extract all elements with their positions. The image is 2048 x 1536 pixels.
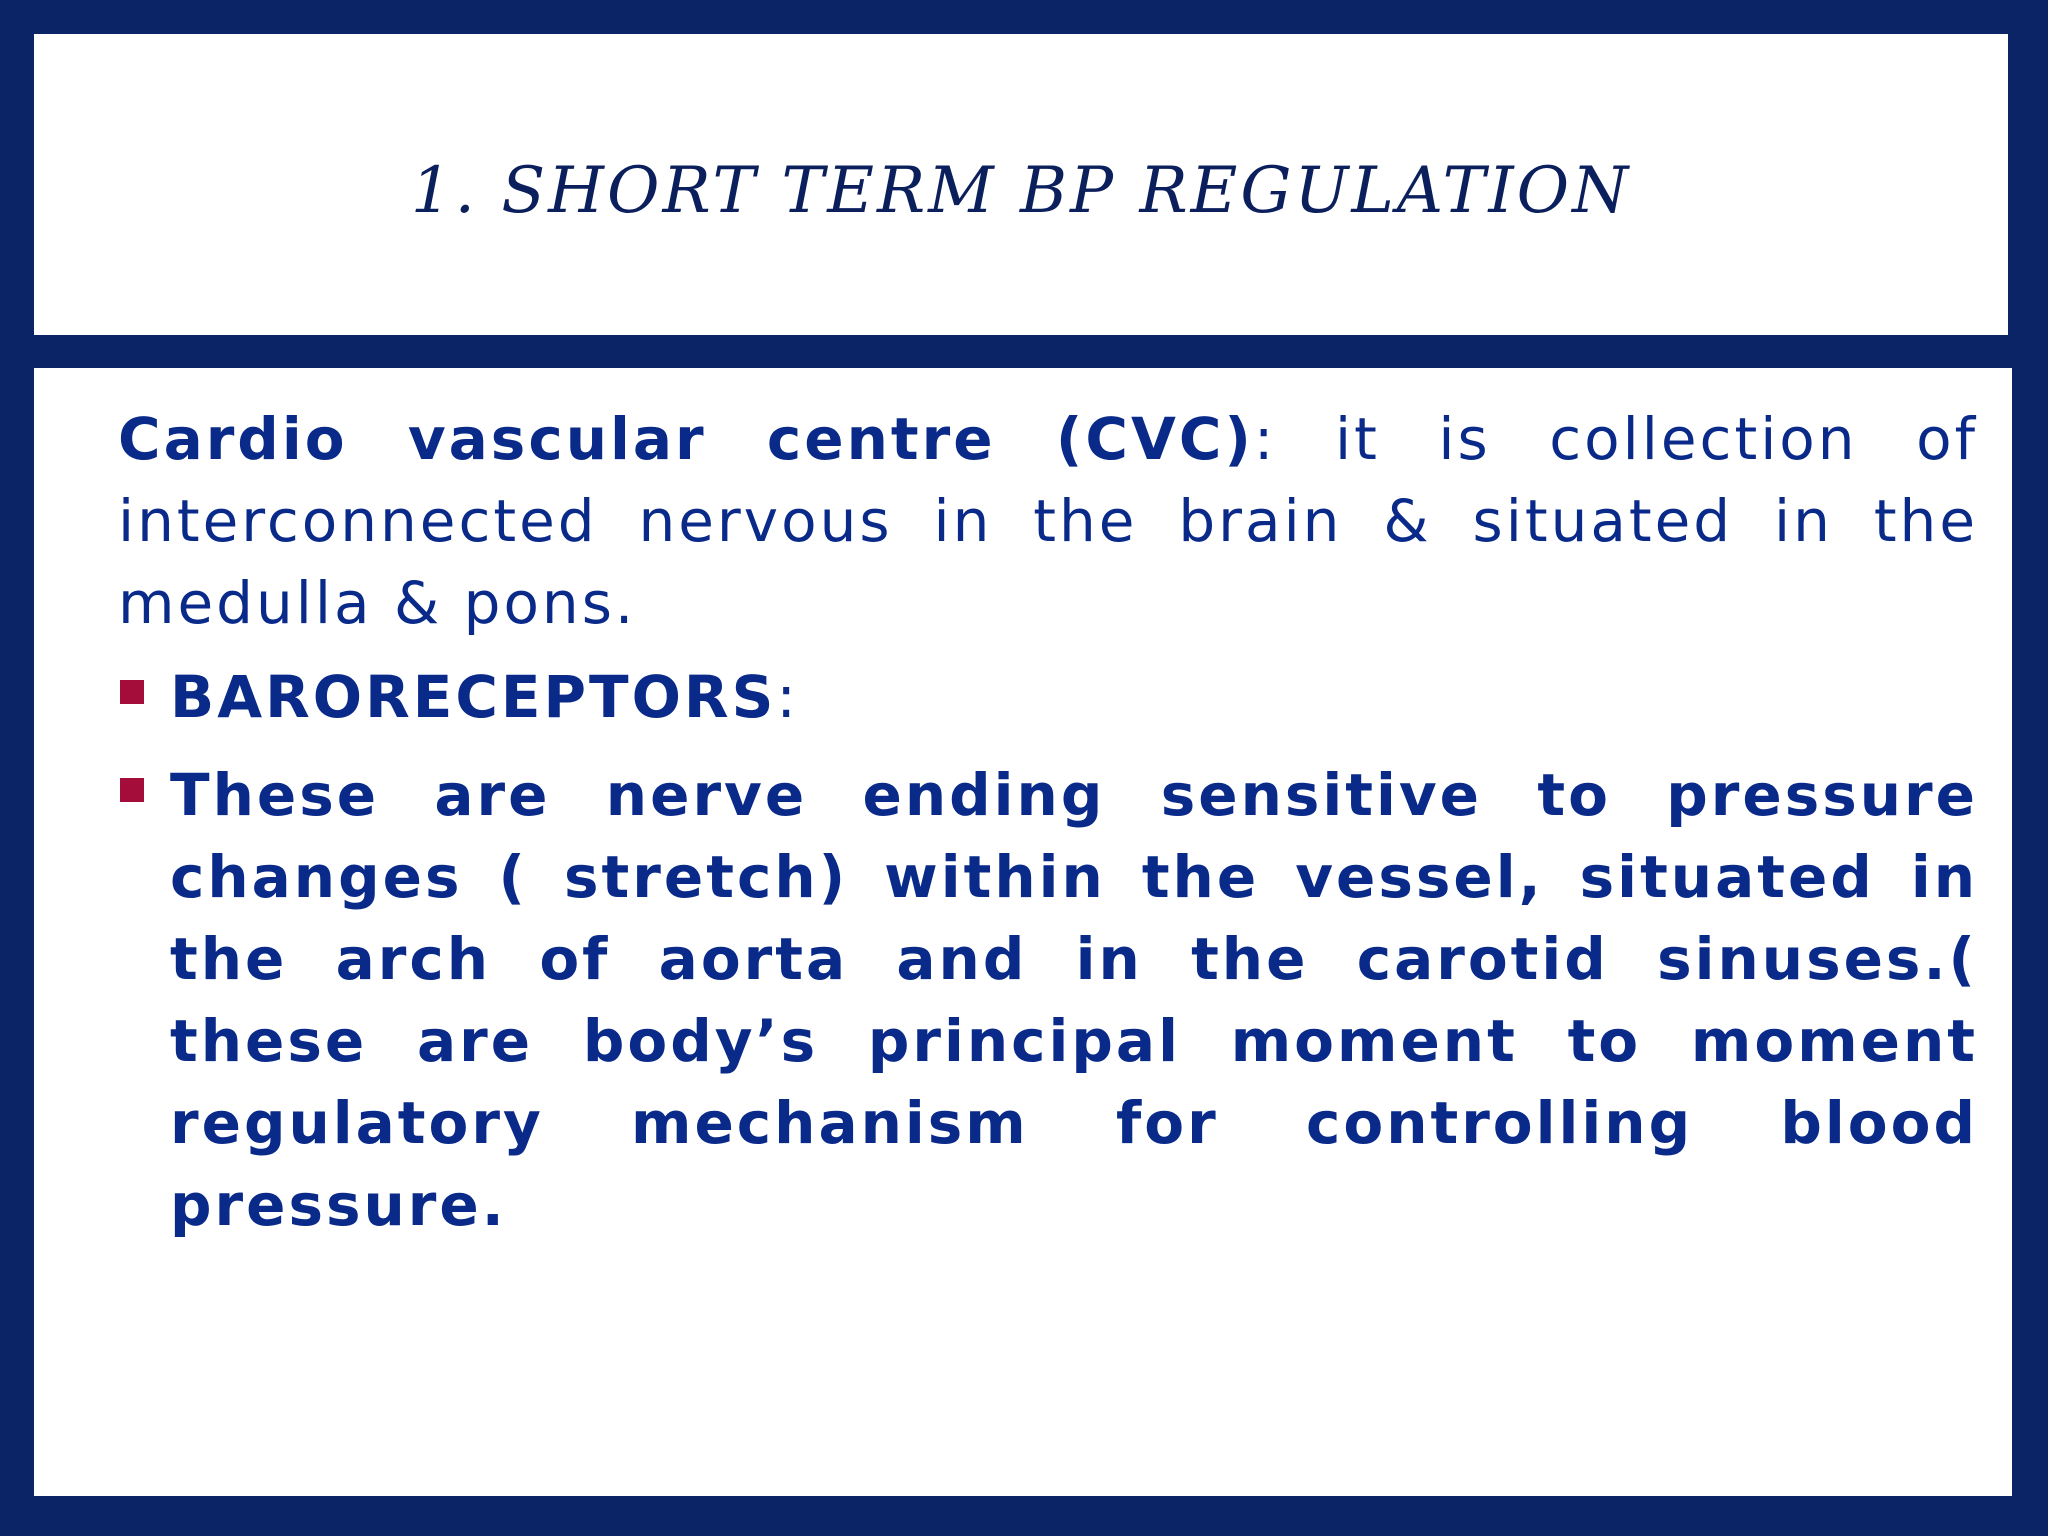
bullet-heading-suffix: : [776, 663, 799, 731]
intro-separator: : [1253, 405, 1277, 473]
bullet-item-baroreceptors [118, 656, 1978, 738]
bullet-description-text: These are nerve ending sensitive to pressure changes ( stretch) within the vessel, situated in the arch of aorta and in the carotid sinuses.( these are body’s principal moment to moment regulatory mechanism for controlling blood pressure. [170, 761, 1978, 1239]
content-box [34, 368, 2012, 1496]
bullet-square-icon [120, 680, 144, 704]
intro-text: it is collection of interconnected nervous in the brain & situated in the medulla & pons. [118, 405, 1978, 637]
intro-term: Cardio vascular centre (CVC) [118, 405, 1254, 473]
title-box [34, 34, 2008, 335]
bullet-item-description [118, 754, 1978, 1246]
content-body [118, 398, 1978, 1246]
slide-title: 1. SHORT TERM BP REGULATION [410, 153, 1632, 228]
intro-paragraph [118, 398, 1978, 644]
bullet-heading: BARORECEPTORS [170, 663, 777, 731]
bullet-square-icon [120, 778, 144, 802]
